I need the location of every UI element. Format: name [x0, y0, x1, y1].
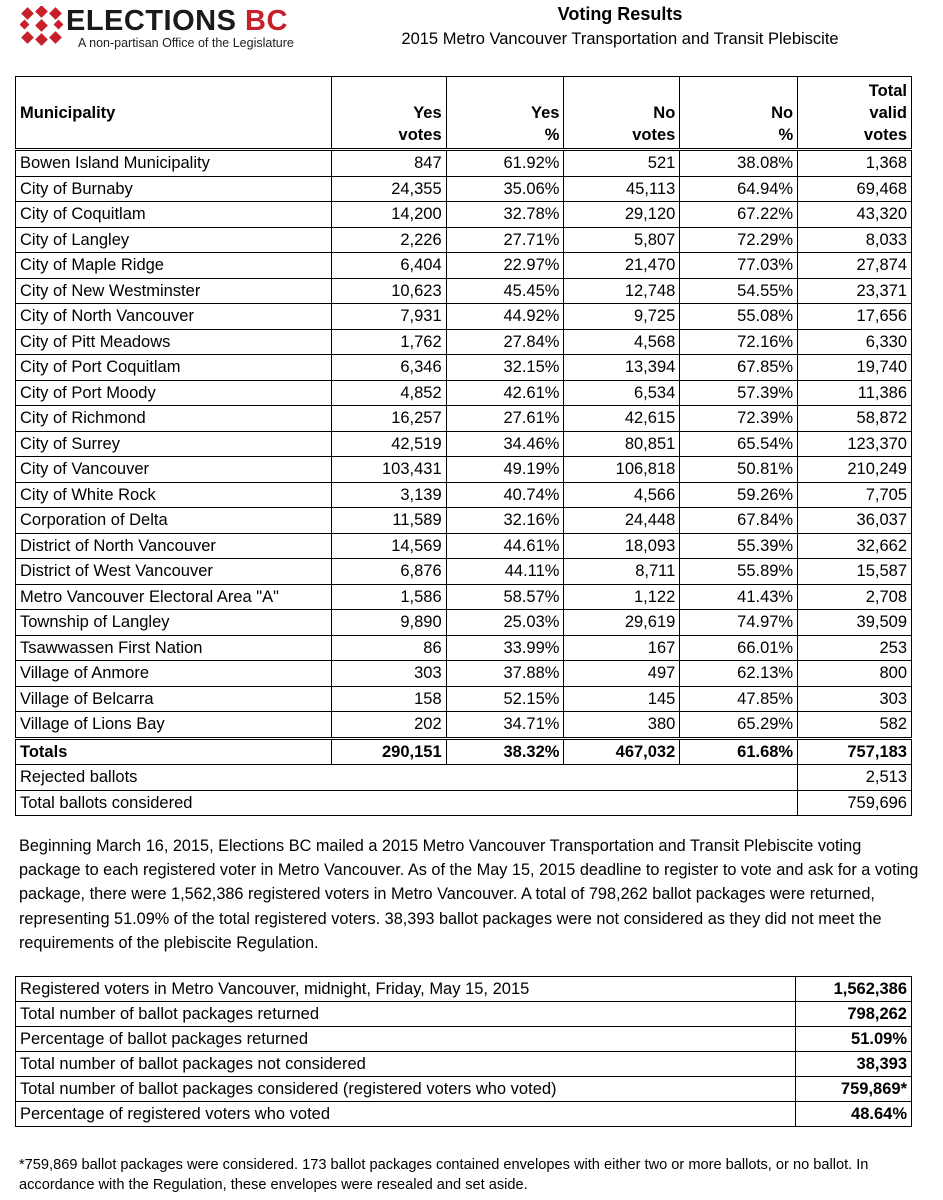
- table-row: [16, 253, 912, 279]
- col-header-yes-votes: Yes votes: [331, 77, 446, 150]
- total-valid-cell: 36,037: [798, 508, 912, 534]
- col-header-no-pct: No %: [680, 77, 798, 150]
- page-subtitle: 2015 Metro Vancouver Transportation and Transit Plebiscite: [401, 30, 839, 48]
- yes-pct-cell: 32.16%: [446, 508, 564, 534]
- municipality-cell: Metro Vancouver Electoral Area "A": [16, 584, 332, 610]
- total-valid-cell: 19,740: [798, 355, 912, 381]
- summary-table: [15, 976, 912, 1127]
- total-valid-cell: 58,872: [798, 406, 912, 432]
- total-valid-cell: 69,468: [798, 176, 912, 202]
- no-votes-cell: 521: [564, 150, 680, 177]
- no-votes-cell: 4,568: [564, 329, 680, 355]
- municipality-cell: City of Vancouver: [16, 457, 332, 483]
- no-pct-cell: 41.43%: [680, 584, 798, 610]
- total-valid-cell: 17,656: [798, 304, 912, 330]
- yes-votes-cell: 24,355: [331, 176, 446, 202]
- municipality-cell: City of Surrey: [16, 431, 332, 457]
- municipality-cell: City of White Rock: [16, 482, 332, 508]
- yes-votes-cell: 1,762: [331, 329, 446, 355]
- no-pct-cell: 67.84%: [680, 508, 798, 534]
- total-valid-cell: 15,587: [798, 559, 912, 585]
- municipality-cell: City of Richmond: [16, 406, 332, 432]
- municipality-cell: City of New Westminster: [16, 278, 332, 304]
- table-row: [16, 661, 912, 687]
- rejected-value: 2,513: [798, 765, 912, 791]
- total-valid-cell: 253: [798, 635, 912, 661]
- totals-no-pct: 61.68%: [680, 738, 798, 765]
- no-pct-cell: 57.39%: [680, 380, 798, 406]
- no-votes-cell: 106,818: [564, 457, 680, 483]
- municipality-cell: Village of Belcarra: [16, 686, 332, 712]
- yes-votes-cell: 3,139: [331, 482, 446, 508]
- no-votes-cell: 8,711: [564, 559, 680, 585]
- yes-votes-cell: 10,623: [331, 278, 446, 304]
- explanation-paragraph: Beginning March 16, 2015, Elections BC mailed a 2015 Metro Vancouver Transportation and Transit Plebiscite voting package to each registered voter in Metro Vancouver. As of the May 15, 2015 deadline to register to vote and ask for a voting package, there were 1,562,386 registered voters in Metro Vancouver. A total of 798,262 ballot packages were returned, representing 51.09% of the total registered voters. 38,393 ballot packages were not considered as they did not meet the requirements of the plebiscite Regulation.: [19, 837, 919, 952]
- yes-votes-cell: 9,890: [331, 610, 446, 636]
- no-votes-cell: 80,851: [564, 431, 680, 457]
- no-votes-cell: 167: [564, 635, 680, 661]
- yes-votes-cell: 14,200: [331, 202, 446, 228]
- total-valid-cell: 8,033: [798, 227, 912, 253]
- municipality-cell: City of Langley: [16, 227, 332, 253]
- table-row: [16, 712, 912, 739]
- table-row: [16, 686, 912, 712]
- total-valid-cell: 1,368: [798, 150, 912, 177]
- logo-tagline: A non-partisan Office of the Legislature: [78, 36, 294, 50]
- table-row: [16, 508, 912, 534]
- elections-bc-logo: [20, 5, 350, 50]
- total-valid-cell: 582: [798, 712, 912, 739]
- table-row: [16, 278, 912, 304]
- table-row: [16, 559, 912, 585]
- municipality-cell: City of Port Coquitlam: [16, 355, 332, 381]
- total-valid-cell: 7,705: [798, 482, 912, 508]
- totals-total-valid: 757,183: [798, 738, 912, 765]
- summary-label: Total number of ballot packages considered (registered voters who voted): [16, 1077, 796, 1102]
- total-valid-cell: 11,386: [798, 380, 912, 406]
- yes-votes-cell: 2,226: [331, 227, 446, 253]
- yes-pct-cell: 37.88%: [446, 661, 564, 687]
- no-votes-cell: 9,725: [564, 304, 680, 330]
- yes-votes-cell: 103,431: [331, 457, 446, 483]
- col-header-municipality: Municipality: [16, 77, 332, 150]
- total-valid-cell: 800: [798, 661, 912, 687]
- no-votes-cell: 18,093: [564, 533, 680, 559]
- no-pct-cell: 54.55%: [680, 278, 798, 304]
- municipality-cell: District of West Vancouver: [16, 559, 332, 585]
- table-row: [16, 610, 912, 636]
- yes-pct-cell: 35.06%: [446, 176, 564, 202]
- table-row: [16, 380, 912, 406]
- col-header-no-votes: No votes: [564, 77, 680, 150]
- yes-votes-cell: 202: [331, 712, 446, 739]
- summary-row: [16, 1027, 912, 1052]
- rejected-row: [16, 765, 912, 791]
- no-pct-cell: 55.89%: [680, 559, 798, 585]
- yes-pct-cell: 33.99%: [446, 635, 564, 661]
- summary-value: 759,869*: [796, 1077, 912, 1102]
- yes-pct-cell: 61.92%: [446, 150, 564, 177]
- table-row: [16, 329, 912, 355]
- yes-pct-cell: 58.57%: [446, 584, 564, 610]
- no-votes-cell: 21,470: [564, 253, 680, 279]
- no-pct-cell: 77.03%: [680, 253, 798, 279]
- no-votes-cell: 6,534: [564, 380, 680, 406]
- footnote: *759,869 ballot packages were considered. 173 ballot packages contained envelopes with either two or more ballots, or no ballot. In accordance with the Regulation, these envelopes were resealed and set aside.: [19, 1157, 869, 1193]
- rejected-label: Rejected ballots: [16, 765, 798, 791]
- totals-no-votes: 467,032: [564, 738, 680, 765]
- no-pct-cell: 65.54%: [680, 431, 798, 457]
- results-header-row: [16, 77, 912, 150]
- table-row: [16, 304, 912, 330]
- no-pct-cell: 72.39%: [680, 406, 798, 432]
- yes-votes-cell: 6,876: [331, 559, 446, 585]
- totals-yes-votes: 290,151: [331, 738, 446, 765]
- yes-pct-cell: 34.46%: [446, 431, 564, 457]
- no-pct-cell: 47.85%: [680, 686, 798, 712]
- no-pct-cell: 50.81%: [680, 457, 798, 483]
- yes-pct-cell: 22.97%: [446, 253, 564, 279]
- yes-pct-cell: 45.45%: [446, 278, 564, 304]
- yes-pct-cell: 42.61%: [446, 380, 564, 406]
- considered-row: [16, 790, 912, 816]
- yes-votes-cell: 4,852: [331, 380, 446, 406]
- table-row: [16, 431, 912, 457]
- no-votes-cell: 12,748: [564, 278, 680, 304]
- yes-pct-cell: 49.19%: [446, 457, 564, 483]
- totals-row: [16, 738, 912, 765]
- yes-pct-cell: 40.74%: [446, 482, 564, 508]
- total-valid-cell: 23,371: [798, 278, 912, 304]
- no-votes-cell: 380: [564, 712, 680, 739]
- no-pct-cell: 64.94%: [680, 176, 798, 202]
- totals-label: Totals: [16, 738, 332, 765]
- no-pct-cell: 59.26%: [680, 482, 798, 508]
- table-row: [16, 584, 912, 610]
- summary-value: 798,262: [796, 1002, 912, 1027]
- table-row: [16, 482, 912, 508]
- yes-votes-cell: 847: [331, 150, 446, 177]
- no-votes-cell: 4,566: [564, 482, 680, 508]
- yes-pct-cell: 44.92%: [446, 304, 564, 330]
- summary-row: [16, 977, 912, 1002]
- yes-pct-cell: 44.11%: [446, 559, 564, 585]
- table-row: [16, 202, 912, 228]
- municipality-cell: Bowen Island Municipality: [16, 150, 332, 177]
- summary-label: Total number of ballot packages not considered: [16, 1052, 796, 1077]
- total-valid-cell: 32,662: [798, 533, 912, 559]
- col-header-yes-pct: Yes %: [446, 77, 564, 150]
- no-votes-cell: 42,615: [564, 406, 680, 432]
- logo-wordmark: ELECTIONS BC: [66, 5, 288, 37]
- municipality-cell: Village of Anmore: [16, 661, 332, 687]
- total-valid-cell: 123,370: [798, 431, 912, 457]
- no-votes-cell: 145: [564, 686, 680, 712]
- yes-pct-cell: 27.71%: [446, 227, 564, 253]
- yes-pct-cell: 32.15%: [446, 355, 564, 381]
- no-votes-cell: 5,807: [564, 227, 680, 253]
- municipality-cell: City of Pitt Meadows: [16, 329, 332, 355]
- summary-label: Registered voters in Metro Vancouver, midnight, Friday, May 15, 2015: [16, 977, 796, 1002]
- yes-votes-cell: 42,519: [331, 431, 446, 457]
- table-row: [16, 533, 912, 559]
- total-valid-cell: 210,249: [798, 457, 912, 483]
- considered-label: Total ballots considered: [16, 790, 798, 816]
- municipality-cell: City of Maple Ridge: [16, 253, 332, 279]
- summary-label: Percentage of registered voters who voted: [16, 1102, 796, 1127]
- table-row: [16, 406, 912, 432]
- no-pct-cell: 65.29%: [680, 712, 798, 739]
- yes-pct-cell: 27.84%: [446, 329, 564, 355]
- yes-pct-cell: 34.71%: [446, 712, 564, 739]
- col-header-total-valid-votes: Total valid votes: [798, 77, 912, 150]
- elections-bc-emblem-icon: [20, 6, 64, 46]
- yes-pct-cell: 44.61%: [446, 533, 564, 559]
- no-pct-cell: 67.85%: [680, 355, 798, 381]
- no-votes-cell: 1,122: [564, 584, 680, 610]
- summary-row: [16, 1052, 912, 1077]
- yes-votes-cell: 6,346: [331, 355, 446, 381]
- no-pct-cell: 62.13%: [680, 661, 798, 687]
- municipality-cell: City of Burnaby: [16, 176, 332, 202]
- total-valid-cell: 303: [798, 686, 912, 712]
- table-row: [16, 227, 912, 253]
- municipality-cell: City of Port Moody: [16, 380, 332, 406]
- summary-row: [16, 1077, 912, 1102]
- summary-value: 48.64%: [796, 1102, 912, 1127]
- yes-pct-cell: 32.78%: [446, 202, 564, 228]
- municipality-cell: Township of Langley: [16, 610, 332, 636]
- no-pct-cell: 74.97%: [680, 610, 798, 636]
- yes-votes-cell: 6,404: [331, 253, 446, 279]
- yes-votes-cell: 14,569: [331, 533, 446, 559]
- yes-votes-cell: 11,589: [331, 508, 446, 534]
- table-row: [16, 457, 912, 483]
- total-valid-cell: 6,330: [798, 329, 912, 355]
- no-pct-cell: 67.22%: [680, 202, 798, 228]
- page-title: Voting Results: [557, 4, 683, 24]
- total-valid-cell: 39,509: [798, 610, 912, 636]
- municipality-cell: City of Coquitlam: [16, 202, 332, 228]
- summary-label: Percentage of ballot packages returned: [16, 1027, 796, 1052]
- no-votes-cell: 24,448: [564, 508, 680, 534]
- table-row: [16, 176, 912, 202]
- no-pct-cell: 55.08%: [680, 304, 798, 330]
- summary-value: 38,393: [796, 1052, 912, 1077]
- yes-pct-cell: 27.61%: [446, 406, 564, 432]
- summary-row: [16, 1102, 912, 1127]
- no-votes-cell: 29,619: [564, 610, 680, 636]
- municipality-cell: Corporation of Delta: [16, 508, 332, 534]
- yes-pct-cell: 52.15%: [446, 686, 564, 712]
- yes-pct-cell: 25.03%: [446, 610, 564, 636]
- no-pct-cell: 38.08%: [680, 150, 798, 177]
- summary-label: Total number of ballot packages returned: [16, 1002, 796, 1027]
- yes-votes-cell: 16,257: [331, 406, 446, 432]
- municipality-cell: Village of Lions Bay: [16, 712, 332, 739]
- summary-row: [16, 1002, 912, 1027]
- municipality-cell: Tsawwassen First Nation: [16, 635, 332, 661]
- results-table: [15, 76, 912, 816]
- summary-value: 1,562,386: [796, 977, 912, 1002]
- yes-votes-cell: 303: [331, 661, 446, 687]
- no-pct-cell: 55.39%: [680, 533, 798, 559]
- no-votes-cell: 29,120: [564, 202, 680, 228]
- yes-votes-cell: 86: [331, 635, 446, 661]
- municipality-cell: District of North Vancouver: [16, 533, 332, 559]
- no-votes-cell: 497: [564, 661, 680, 687]
- totals-yes-pct: 38.32%: [446, 738, 564, 765]
- total-valid-cell: 2,708: [798, 584, 912, 610]
- table-row: [16, 635, 912, 661]
- yes-votes-cell: 1,586: [331, 584, 446, 610]
- table-row: [16, 355, 912, 381]
- considered-value: 759,696: [798, 790, 912, 816]
- summary-value: 51.09%: [796, 1027, 912, 1052]
- yes-votes-cell: 7,931: [331, 304, 446, 330]
- yes-votes-cell: 158: [331, 686, 446, 712]
- no-pct-cell: 72.16%: [680, 329, 798, 355]
- no-votes-cell: 13,394: [564, 355, 680, 381]
- total-valid-cell: 43,320: [798, 202, 912, 228]
- no-votes-cell: 45,113: [564, 176, 680, 202]
- no-pct-cell: 66.01%: [680, 635, 798, 661]
- municipality-cell: City of North Vancouver: [16, 304, 332, 330]
- table-row: [16, 150, 912, 177]
- total-valid-cell: 27,874: [798, 253, 912, 279]
- no-pct-cell: 72.29%: [680, 227, 798, 253]
